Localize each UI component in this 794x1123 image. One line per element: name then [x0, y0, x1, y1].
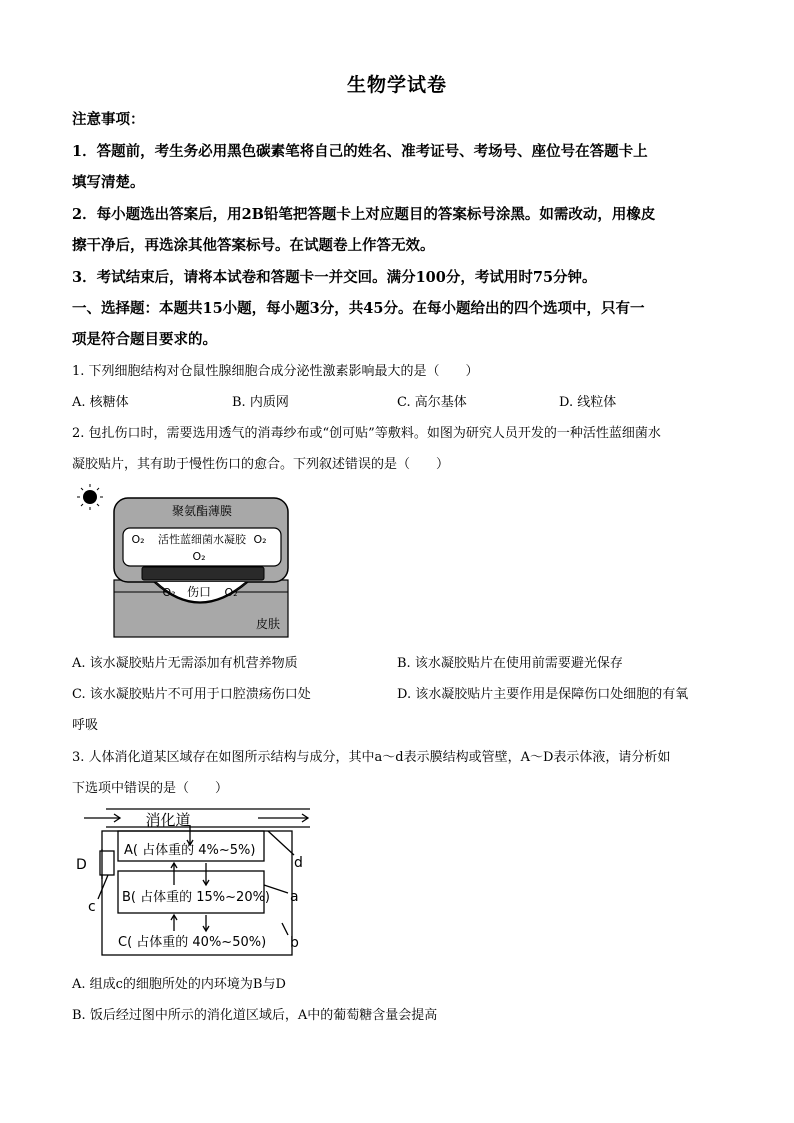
- gel-o2-below: O₂: [192, 550, 206, 563]
- q2-option-b: B. 该水凝胶贴片在使用前需要避光保存: [397, 656, 623, 671]
- membrane-c-label: c: [88, 899, 96, 915]
- question-2-stem: 2. 包扎伤口时，需要选用透气的消毒纱布或“创可贴”等敷料。如图为研究人员开发的一种活性蓝细菌水: [72, 426, 661, 441]
- fluid-c-label: C( 占体重的 40%~50%): [118, 935, 267, 950]
- gel-o2-right: O₂: [253, 533, 267, 546]
- notice-heading: 注意事项：: [72, 111, 145, 128]
- fluid-d-label: D: [76, 857, 87, 873]
- notice-item: 擦干净后，再选涂其他答案标号。在试题卷上作答无效。: [72, 237, 435, 254]
- wound-label: 伤口: [186, 585, 212, 599]
- q1-option-d: D. 线粒体: [559, 395, 617, 410]
- q2-option-d: D. 该水凝胶贴片主要作用是保障伤口处细胞的有氧: [397, 687, 689, 702]
- membrane-b-label: b: [290, 935, 299, 951]
- fluid-a-label: A( 占体重的 4%~5%): [124, 843, 256, 858]
- wound-o2-left: O₂: [162, 586, 176, 599]
- q1-option-c: C. 高尔基体: [397, 395, 467, 410]
- q2-option-a: A. 该水凝胶贴片无需添加有机营养物质: [72, 656, 298, 671]
- fluid-b-label: B( 占体重的 15%~20%): [122, 890, 271, 905]
- membrane-a-label: a: [290, 889, 299, 905]
- wound-o2-right: O₂: [224, 586, 238, 599]
- question-3-stem-cont: 下选项中错误的是（ ）: [72, 781, 229, 796]
- gel-label: 活性蓝细菌水凝胶: [158, 533, 246, 546]
- q3-option-a: A. 组成c的细胞所处的内环境为B与D: [72, 977, 286, 992]
- section-heading: 一、选择题：本题共15小题，每小题3分，共45分。在每小题给出的四个选项中，只有一: [72, 300, 645, 317]
- question-1-stem: 1. 下列细胞结构对仓鼠性腺细胞合成分泌性激素影响最大的是（ ）: [72, 364, 479, 379]
- page-title: 生物学试卷: [346, 74, 447, 96]
- question-2-stem-cont: 凝胶贴片，其有助于慢性伤口的愈合。下列叙述错误的是（ ）: [72, 457, 450, 472]
- gel-o2-left: O₂: [131, 533, 145, 546]
- notice-item: 1．答题前，考生务必用黑色碳素笔将自己的姓名、准考证号、考场号、座位号在答题卡上: [72, 143, 648, 160]
- membrane-d-label: d: [294, 855, 303, 871]
- q1-option-a: A. 核糖体: [72, 395, 129, 410]
- q2-option-c: C. 该水凝胶贴片不可用于口腔溃疡伤口处: [72, 687, 311, 702]
- digestive-tract-figure: [72, 803, 322, 963]
- q1-option-b: B. 内质网: [232, 395, 289, 410]
- patch-base: [142, 567, 264, 580]
- notice-item: 3．考试结束后，请将本试卷和答题卡一并交回。满分100分，考试用时75分钟。: [72, 269, 597, 286]
- film-label: 聚氨酯薄膜: [171, 504, 233, 518]
- hydrogel-patch-figure: [72, 482, 302, 642]
- sun-icon: [77, 484, 103, 510]
- notice-item: 2．每小题选出答案后，用2B铅笔把答题卡上对应题目的答案标号涂黑。如需改动，用橡皮: [72, 206, 656, 223]
- q3-option-b: B. 饭后经过图中所示的消化道区域后，A中的葡萄糖含量会提高: [72, 1008, 438, 1023]
- tract-label: 消化道: [145, 811, 191, 829]
- skin-label: 皮肤: [255, 617, 281, 631]
- question-3-stem: 3. 人体消化道某区域存在如图所示结构与成分，其中a～d表示膜结构或管壁，A～D表示体液，请分析如: [72, 750, 671, 765]
- notice-item: 填写清楚。: [72, 174, 145, 191]
- q2-option-d-cont: 呼吸: [72, 718, 99, 733]
- section-heading-cont: 项是符合题目要求的。: [72, 331, 217, 348]
